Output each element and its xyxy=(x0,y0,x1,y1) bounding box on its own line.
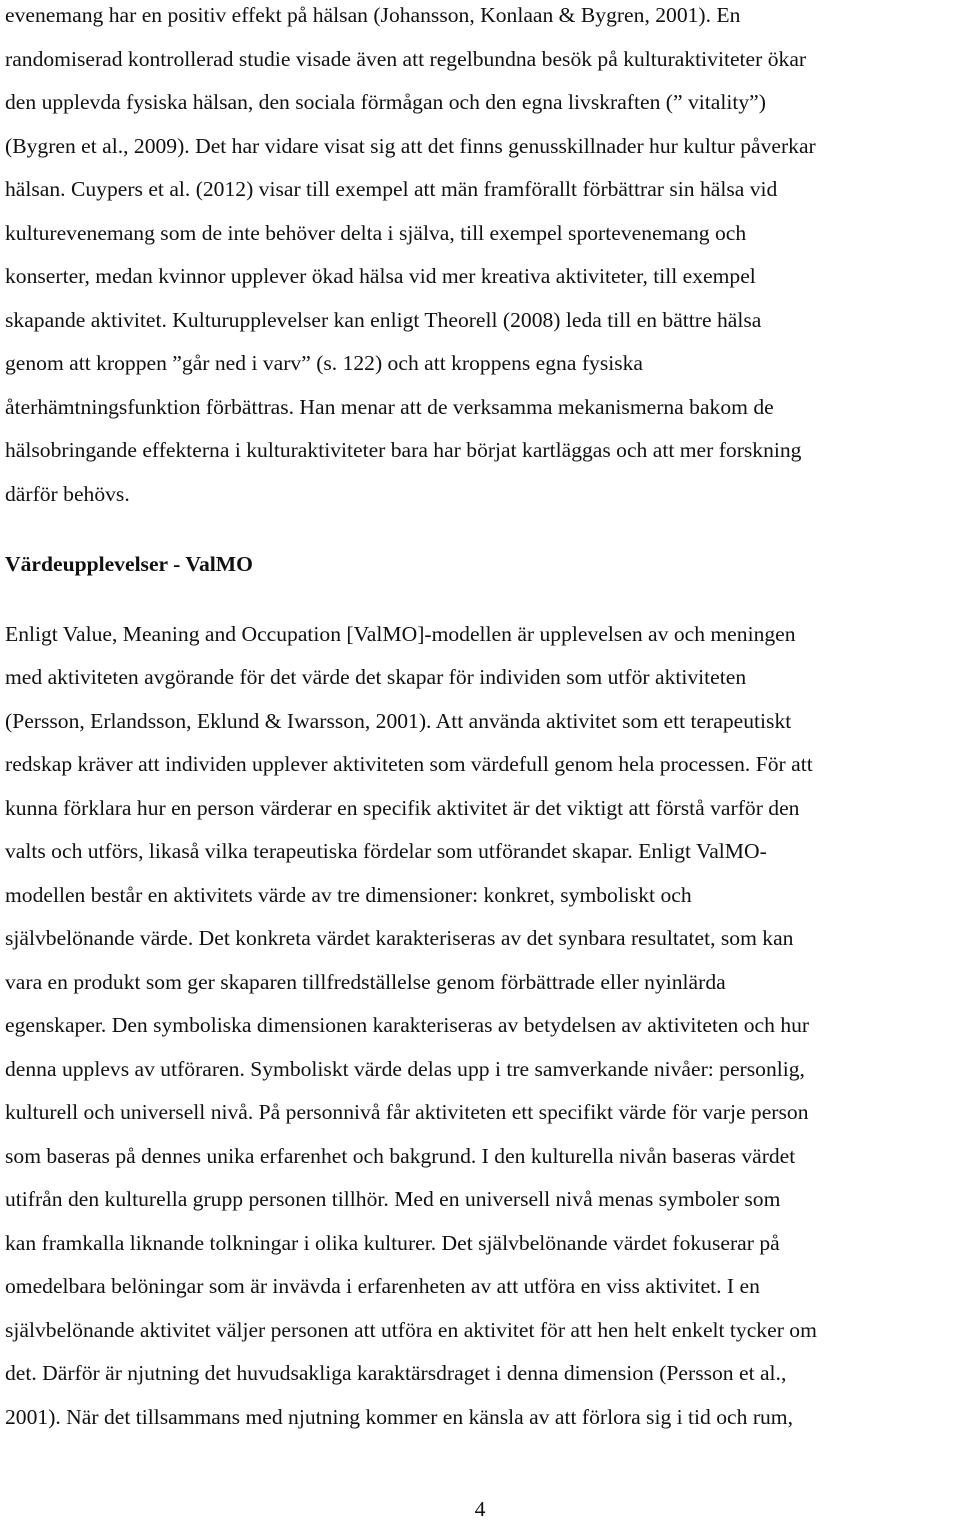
text-line: modellen består en aktivitets värde av tre dimensioner: konkret, symboliskt och xyxy=(5,883,692,907)
text-line: valts och utförs, likaså vilka terapeutiska fördelar som utförandet skapar. Enligt ValMO- xyxy=(5,839,767,863)
text-line: som baseras på dennes unika erfarenhet och bakgrund. I den kulturella nivån baseras värdet xyxy=(5,1144,796,1168)
text-line: 2001). När det tillsammans med njutning kommer en känsla av att förlora sig i tid och rum, xyxy=(5,1405,794,1429)
text-line: konserter, medan kvinnor upplever ökad hälsa vid mer kreativa aktiviteter, till exempel xyxy=(5,264,756,288)
text-line: (Persson, Erlandsson, Eklund & Iwarsson, 2001). Att använda aktivitet som ett terapeutiskt xyxy=(5,709,792,733)
text-line: utifrån den kulturella grupp personen tillhör. Med en universell nivå menas symboler som xyxy=(5,1187,781,1211)
text-line: hälsan. Cuypers et al. (2012) visar till exempel att män framförallt förbättrar sin hälsa vid xyxy=(5,177,778,201)
text-line: denna upplevs av utföraren. Symboliskt värde delas upp i tre samverkande nivåer: personlig, xyxy=(5,1057,805,1081)
text-line: kan framkalla liknande tolkningar i olika kulturer. Det självbelönande värdet fokuserar på xyxy=(5,1231,780,1255)
text-line: med aktiviteten avgörande för det värde det skapar för individen som utför aktiviteten xyxy=(5,665,747,689)
text-line: redskap kräver att individen upplever aktiviteten som värdefull genom hela processen. För att xyxy=(5,752,813,776)
text-line: den upplevda fysiska hälsan, den sociala förmågan och den egna livskraften (” vitality”) xyxy=(5,90,766,114)
page-number: 4 xyxy=(474,1497,486,1521)
text-line: hälsobringande effekterna i kulturaktiviteter bara har börjat kartläggas och att mer forskning xyxy=(5,438,802,462)
text-line: självbelönande värde. Det konkreta värdet karakteriseras av det synbara resultatet, som kan xyxy=(5,926,794,950)
text-line: kunna förklara hur en person värderar en specifik aktivitet är det viktigt att förstå varför den xyxy=(5,796,800,820)
text-line: återhämtningsfunktion förbättras. Han menar att de verksamma mekanismerna bakom de xyxy=(5,395,774,419)
text-line: vara en produkt som ger skaparen tillfredställelse genom förbättrade eller nyinlärda xyxy=(5,970,726,994)
text-line: självbelönande aktivitet väljer personen att utföra en aktivitet för att hen helt enkelt tycker om xyxy=(5,1318,817,1342)
text-line: kulturell och universell nivå. På personnivå får aktiviteten ett specifikt värde för varje person xyxy=(5,1100,809,1124)
text-line: det. Därför är njutning det huvudsakliga karaktärsdraget i denna dimension (Persson et al., xyxy=(5,1361,787,1385)
text-line: Enligt Value, Meaning and Occupation [ValMO]-modellen är upplevelsen av och meningen xyxy=(5,622,796,646)
text-line: genom att kroppen ”går ned i varv” (s. 122) och att kroppens egna fysiska xyxy=(5,351,644,375)
text-line: randomiserad kontrollerad studie visade även att regelbundna besök på kulturaktiviteter ökar xyxy=(5,47,807,71)
text-line: evenemang har en positiv effekt på hälsan (Johansson, Konlaan & Bygren, 2001). En xyxy=(5,3,741,27)
text-line: (Bygren et al., 2009). Det har vidare visat sig att det finns genusskillnader hur kultur påverkar xyxy=(5,134,816,158)
text-line: egenskaper. Den symboliska dimensionen karakteriseras av betydelsen av aktiviteten och hur xyxy=(5,1013,810,1037)
text-line: därför behövs. xyxy=(5,482,130,506)
text-line: kulturevenemang som de inte behöver delta i själva, till exempel sportevenemang och xyxy=(5,221,747,245)
section-heading: Värdeupplevelser - ValMO xyxy=(5,552,253,576)
text-line: omedelbara belöningar som är invävda i erfarenheten av att utföra en viss aktivitet. I en xyxy=(5,1274,760,1298)
text-line: skapande aktivitet. Kulturupplevelser kan enligt Theorell (2008) leda till en bättre hälsa xyxy=(5,308,762,332)
